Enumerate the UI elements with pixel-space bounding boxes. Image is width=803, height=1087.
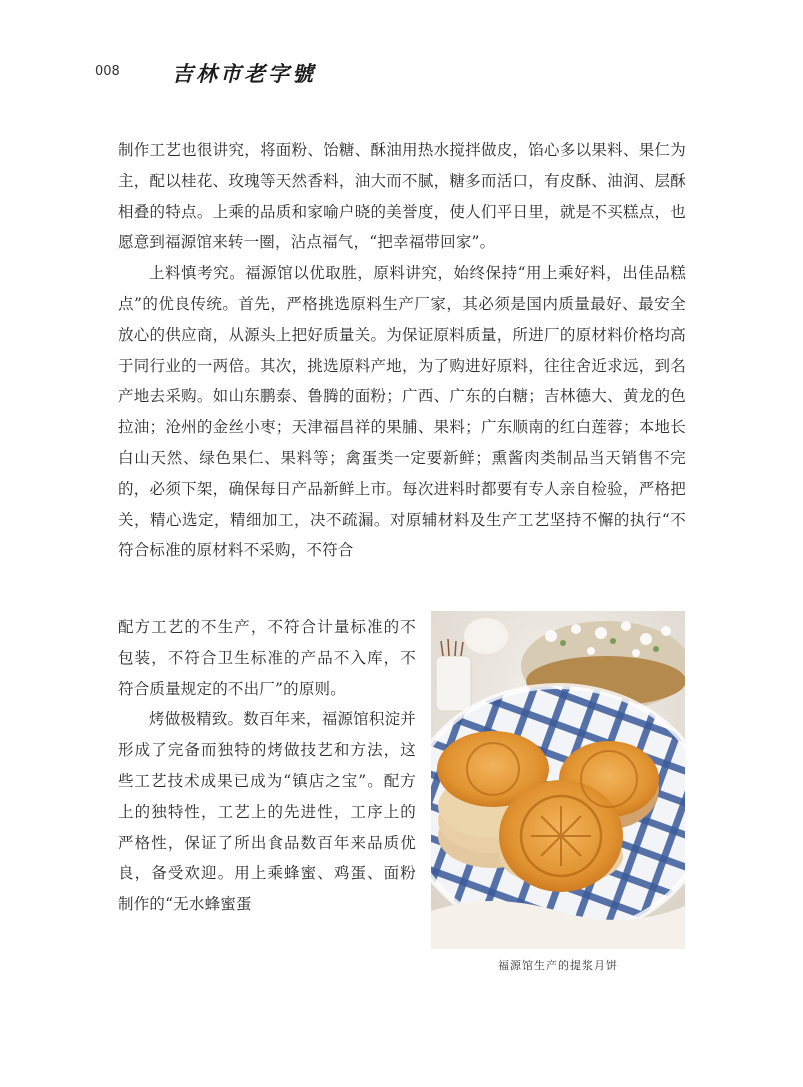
- paragraph-2: 上料慎考究。福源馆以优取胜，原料讲究，始终保持“用上乘好料，出佳品糕点”的优良传统。首先，严格挑选原料生产厂家，其必须是国内质量最好、最安全放心的供应商，从源头上把好质量关。为保证原料质量，所进厂的原材料价格均高于同行业的一两倍。其次，挑选原料产地，为了购进好原料，往往舍近求远，到名产地去采购。如山东鹏泰、鲁腾的面粉；广西、广东的白糖；吉林德大、黄龙的色拉油；沧州的金丝小枣；天津福昌祥的果脯、果料；广东顺南的红白莲蓉；本地长白山天然、绿色果仁、果料等；禽蛋类一定要新鲜；熏酱肉类制品当天销售不完的，必须下架，确保每日产品新鲜上市。每次进料时都要有专人亲自检验，严格把关，精心选定，精细加工，决不疏漏。对原辅材料及生产工艺坚持不懈的执行“不符合标准的原材料不采购，不符合: [118, 264, 686, 560]
- book-title: 吉林市老字號: [172, 61, 316, 86]
- main-text: [118, 135, 686, 566]
- page-number: 008: [95, 64, 120, 79]
- paragraph-1: 制作工艺也很讲究，将面粉、饴糖、酥油用热水搅拌做皮，馅心多以果料、果仁为主，配以桂花、玫瑰等天然香料，油大而不腻，糖多而活口，有皮酥、油润、层酥相叠的特点。上乘的品质和家喻户晓的美誉度，使人们平日里，就是不买糕点，也愿意到福源馆来转一圈，沾点福气，“把幸福带回家”。: [118, 141, 686, 252]
- mooncake-illustration: [431, 611, 685, 949]
- side-text: [118, 612, 416, 920]
- photo-caption: 福源馆生产的提浆月饼: [498, 959, 618, 972]
- mooncake-photo: [431, 611, 685, 949]
- paragraph-2-continued: 配方工艺的不生产，不符合计量标准的不包装，不符合卫生标准的产品不入库，不符合质量规定的不出厂”的原则。: [118, 618, 416, 698]
- paragraph-3: 烤做极精致。数百年来，福源馆积淀并形成了完备而独特的烤做技艺和方法，这些工艺技术成果已成为“镇店之宝”。配方上的独特性，工艺上的先进性，工序上的严格性，保证了所出食品数百年来品质优良，备受欢迎。用上乘蜂蜜、鸡蛋、面粉制作的“无水蜂蜜蛋: [118, 710, 416, 914]
- page-header: [95, 58, 715, 88]
